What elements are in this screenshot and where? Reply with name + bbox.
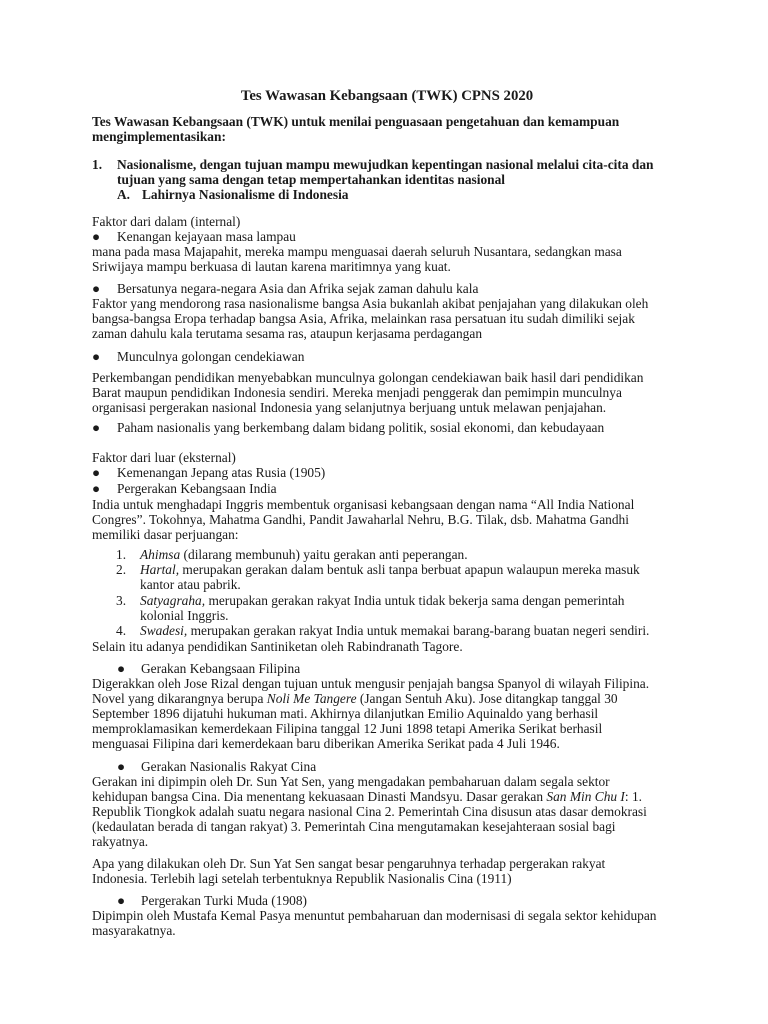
gandhi-list-item-3 — [116, 593, 625, 608]
list-text: (dilarang membunuh) yaitu gerakan anti peperangan. — [180, 547, 468, 562]
bullet-icon: ● — [92, 420, 101, 435]
internal-bullet-4 — [92, 420, 604, 435]
turki-line-2: masyarakatnya. — [92, 923, 176, 938]
internal-p3-line-2: Barat maupun pendidikan Indonesia sendiri. Mereka menjadi penggerak dan pemimpin munculnya — [92, 385, 622, 400]
list-number: 3. — [116, 593, 127, 608]
list-term: Satyagraha, — [140, 593, 206, 608]
filipina-line-5: menguasai Filipina dari kemerdekaan baru diberikan Amerika Serikat pada 4 Juli 1946. — [92, 736, 560, 751]
item-1-line-2: tujuan yang sama dengan tetap mempertahankan identitas nasional — [117, 172, 506, 187]
gandhi-list-item-3-cont: kolonial Inggris. — [140, 608, 229, 623]
bullet-icon: ● — [92, 281, 101, 296]
internal-p1-line-2: Sriwijaya mampu berkuasa di lautan karena maritimnya yang kuat. — [92, 259, 451, 274]
subitem-a-label: A. — [117, 187, 131, 202]
list-text: merupakan gerakan dalam bentuk asli tanpa berbuat apapun walaupun mereka masuk — [179, 562, 640, 577]
bullet-icon: ● — [117, 893, 126, 908]
internal-p3-line-3: organisasi pergerakan nasional Indonesia yang selanjutnya berjuang untuk melawan penjajahan. — [92, 400, 607, 415]
gandhi-list-item-2 — [116, 562, 640, 577]
cina-text: : 1. — [624, 789, 643, 804]
internal-bullet-1 — [92, 229, 296, 244]
cina-doctrine: San Min Chu I — [546, 789, 625, 804]
document-title: Tes Wawasan Kebangsaan (TWK) CPNS 2020 — [240, 88, 534, 104]
list-number: 1. — [116, 547, 127, 562]
bullet-text: Bersatunya negara-negara Asia dan Afrika sejak zaman dahulu kala — [117, 281, 479, 296]
external-bullet-5 — [92, 893, 307, 908]
bullet-text: Gerakan Kebangsaan Filipina — [141, 661, 301, 676]
list-term: Ahimsa — [140, 547, 181, 562]
item-1-number: 1. — [92, 157, 103, 172]
internal-p1-line-1: mana pada masa Majapahit, mereka mampu menguasai daerah seluruh Nusantara, sedangkan masa — [92, 244, 622, 259]
internal-p2-line-1: Faktor yang mendorong rasa nasionalisme bangsa Asia bukanlah akibat penjajahan yang dilakukan oleh — [92, 296, 649, 311]
bullet-text: Paham nasionalis yang berkembang dalam bidang politik, sosial ekonomi, dan kebudayaan — [117, 420, 605, 435]
filipina-text: (Jangan Sentuh Aku). Jose ditangkap tanggal 30 — [356, 691, 618, 706]
gandhi-list-item-4 — [116, 623, 649, 638]
subitem-a — [117, 187, 349, 202]
external-heading: Faktor dari luar (eksternal) — [92, 450, 236, 465]
bullet-text: Kemenangan Jepang atas Rusia (1905) — [117, 465, 326, 480]
filipina-text: Novel yang dikarangnya berupa — [92, 691, 267, 706]
external-bullet-4 — [92, 759, 316, 774]
cina-line-1: Gerakan ini dipimpin oleh Dr. Sun Yat Sen, yang mengadakan pembaharuan dalam segala sektor — [92, 774, 610, 789]
gandhi-list-item-2-cont: kantor atau pabrik. — [140, 577, 241, 592]
item-1-text-1: Nasionalisme, dengan tujuan mampu mewujudkan kepentingan nasional melalui cita-cita dan — [117, 157, 654, 172]
internal-bullet-3 — [92, 349, 304, 364]
internal-p2-line-3: zaman dahulu kala terutama sesama ras, ataupun kerjasama perdagangan — [92, 326, 483, 341]
bullet-text: Gerakan Nasionalis Rakyat Cina — [141, 759, 317, 774]
filipina-line-3: September 1896 dijatuhi hukuman mati. Akhirnya dilanjutkan Emilio Aquinaldo yang berhasil — [92, 706, 599, 721]
list-text: merupakan gerakan rakyat India untuk memakai barang-barang buatan negeri sendiri. — [187, 623, 650, 638]
list-term: Hartal, — [140, 562, 180, 577]
external-bullet-2 — [92, 481, 277, 496]
bullet-icon: ● — [92, 481, 101, 496]
cina-text: kehidupan bangsa Cina. Dia menentang kekuasaan Dinasti Mandsyu. Dasar gerakan — [92, 789, 547, 804]
cina-line-3: Republik Tiongkok adalah suatu negara nasional Cina 2. Pemerintah Cina disusun atas dasar demokrasi — [92, 804, 647, 819]
novel-title: Noli Me Tangere — [266, 691, 357, 706]
bullet-icon: ● — [92, 465, 101, 480]
bullet-text: Munculnya golongan cendekiawan — [117, 349, 305, 364]
bullet-icon: ● — [92, 229, 101, 244]
external-bullet-1 — [92, 465, 325, 480]
bullet-text: Pergerakan Turki Muda (1908) — [141, 893, 308, 908]
filipina-line-1: Digerakkan oleh Jose Rizal dengan tujuan untuk mengusir penjajah bangsa Spanyol di wilayah Filipina. — [92, 676, 650, 691]
bullet-text: Pergerakan Kebangsaan India — [117, 481, 277, 496]
bullet-icon: ● — [117, 759, 126, 774]
external-bullet-3 — [92, 661, 300, 676]
cina-p2-line-1: Apa yang dilakukan oleh Dr. Sun Yat Sen sangat besar pengaruhnya terhadap pergerakan rakyat — [92, 856, 606, 871]
list-text: merupakan gerakan rakyat India untuk tidak bekerja sama dengan pemerintah — [205, 593, 625, 608]
india-line-3: memiliki dasar perjuangan: — [92, 527, 239, 542]
intro-line-2: mengimplementasikan: — [92, 129, 226, 144]
bullet-icon: ● — [117, 661, 126, 676]
gandhi-list-item-1 — [116, 547, 468, 562]
list-number: 4. — [116, 623, 127, 638]
internal-p3-line-1: Perkembangan pendidikan menyebabkan munculnya golongan cendekiawan baik hasil dari pendidikan — [92, 370, 644, 385]
filipina-line-2 — [92, 691, 618, 706]
internal-p2-line-2: bangsa-bangsa Eropa terhadap bangsa Asia, Afrika, melainkan rasa persatuan itu sudah dimiliki sejak — [92, 311, 635, 326]
cina-line-2 — [92, 789, 642, 804]
cina-line-5: rakyatnya. — [92, 834, 149, 849]
india-line-1: India untuk menghadapi Inggris membentuk organisasi kebangsaan dengan nama “All India National — [92, 497, 635, 512]
internal-bullet-2 — [92, 281, 478, 296]
bullet-icon: ● — [92, 349, 101, 364]
india-line-2: Congres”. Tokohnya, Mahatma Gandhi, Pandit Jawaharlal Nehru, B.G. Tilak, dsb. Mahatma Gandhi — [92, 512, 629, 527]
filipina-line-4: memproklamasikan kemerdekaan Filipina tanggal 12 Juni 1898 tetapi Amerika Serikat berhasil — [92, 721, 603, 736]
bullet-text: Kenangan kejayaan masa lampau — [117, 229, 296, 244]
internal-heading: Faktor dari dalam (internal) — [92, 214, 241, 229]
turki-line-1: Dipimpin oleh Mustafa Kemal Pasya menuntut pembaharuan dan modernisasi di segala sektor kehidupan — [92, 908, 657, 923]
item-1-line-1 — [92, 157, 653, 172]
list-number: 2. — [116, 562, 127, 577]
list-term: Swadesi, — [140, 623, 188, 638]
cina-p2-line-2: Indonesia. Terlebih lagi setelah terbentuknya Republik Nasionalis Cina (1911) — [92, 871, 512, 886]
cina-line-4: (kedaulatan berada di tangan rakyat) 3. Pemerintah Cina mengutamakan kesejahteraan sosial bagi — [92, 819, 616, 834]
intro-line-1: Tes Wawasan Kebangsaan (TWK) untuk menilai penguasaan pengetahuan dan kemampuan — [92, 114, 620, 129]
india-end-line: Selain itu adanya pendidikan Santiniketan oleh Rabindranath Tagore. — [92, 639, 463, 654]
subitem-a-text: Lahirnya Nasionalisme di Indonesia — [142, 187, 349, 202]
